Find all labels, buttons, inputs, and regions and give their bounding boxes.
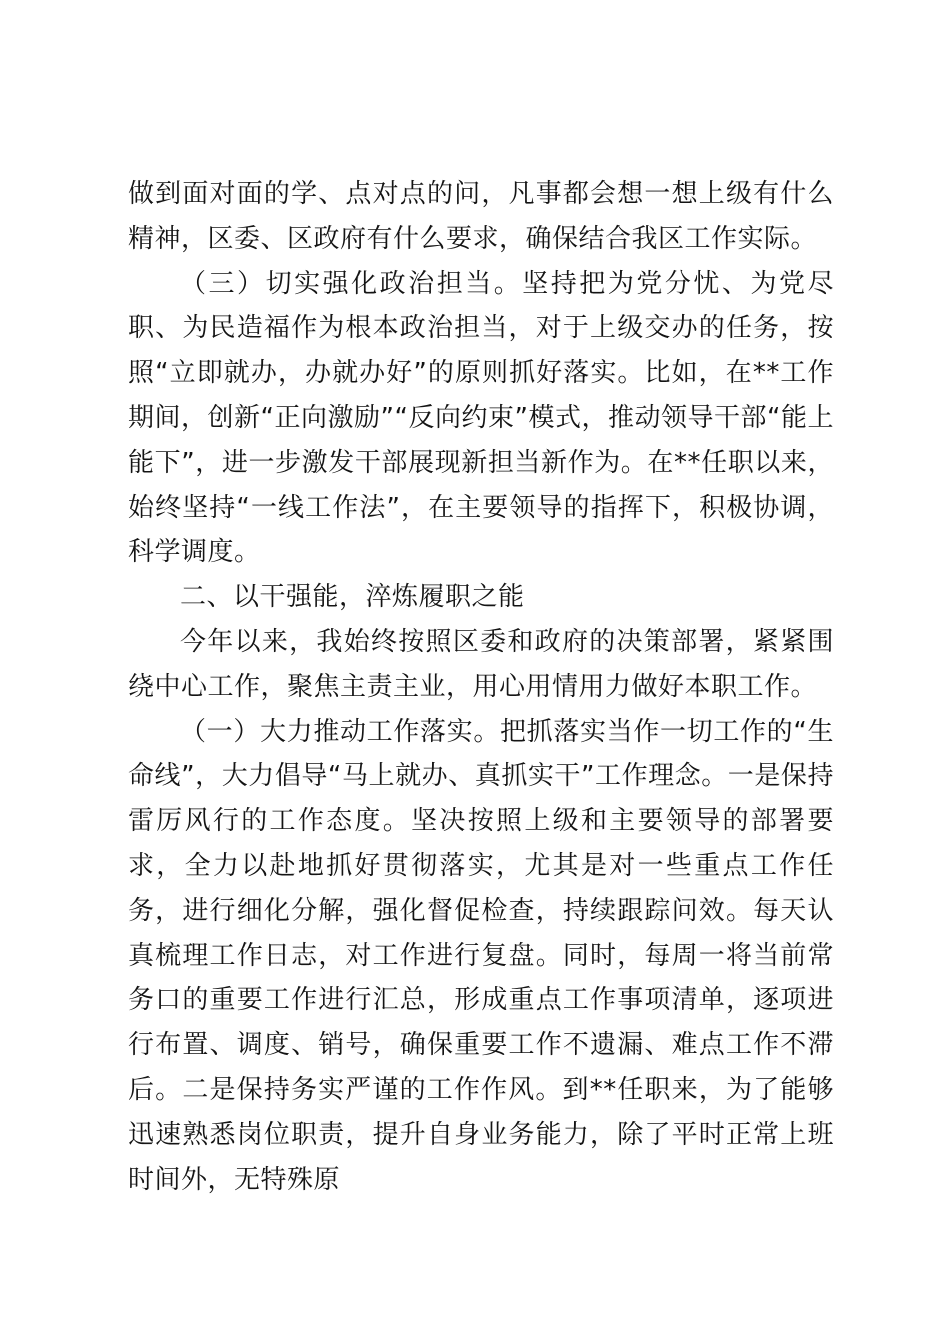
paragraph-political-responsibility: （三）切实强化政治担当。坚持把为党分忧、为党尽职、为民造福作为根本政治担当，对于上级交办的任务，按照“立即就办，办就办好”的原则抓好落实。比如，在**工作期间，创新“正向激励”“反向约束”模式，推动领导干部“能上能下”，进一步激发干部展现新担当新作为。在**任职以来，始终坚持“一线工作法”，在主要领导的指挥下，积极协调，科学调度。 — [128, 268, 834, 568]
section-heading: 二、以干强能，淬炼履职之能 — [180, 582, 525, 613]
paragraph-work-implementation: （一）大力推动工作落实。把抓落实当作一切工作的“生命线”，大力倡导“马上就办、真抓实干”工作理念。一是保持雷厉风行的工作态度。坚决按照上级和主要领导的部署要求，全力以赴地抓好贯彻落实，尤其是对一些重点工作任务，进行细化分解，强化督促检查，持续跟踪问效。每天认真梳理工作日志，对工作进行复盘。同时，每周一将当前常务口的重要工作进行汇总，形成重点工作事项清单，逐项进行布置、调度、销号，确保重要工作不遗漏、难点工作不滞后。二是保持务实严谨的工作作风。到**任职来，为了能够迅速熟悉岗位职责，提升自身业务能力，除了平时正常上班时间外，无特殊原 — [128, 716, 834, 1195]
document-body — [128, 172, 834, 1202]
paragraph-intro: 今年以来，我始终按照区委和政府的决策部署，紧紧围绕中心工作，聚焦主责主业，用心用情用力做好本职工作。 — [128, 626, 834, 702]
paragraph-continuation: 做到面对面的学、点对点的问，凡事都会想一想上级有什么精神，区委、区政府有什么要求，确保结合我区工作实际。 — [128, 179, 834, 254]
